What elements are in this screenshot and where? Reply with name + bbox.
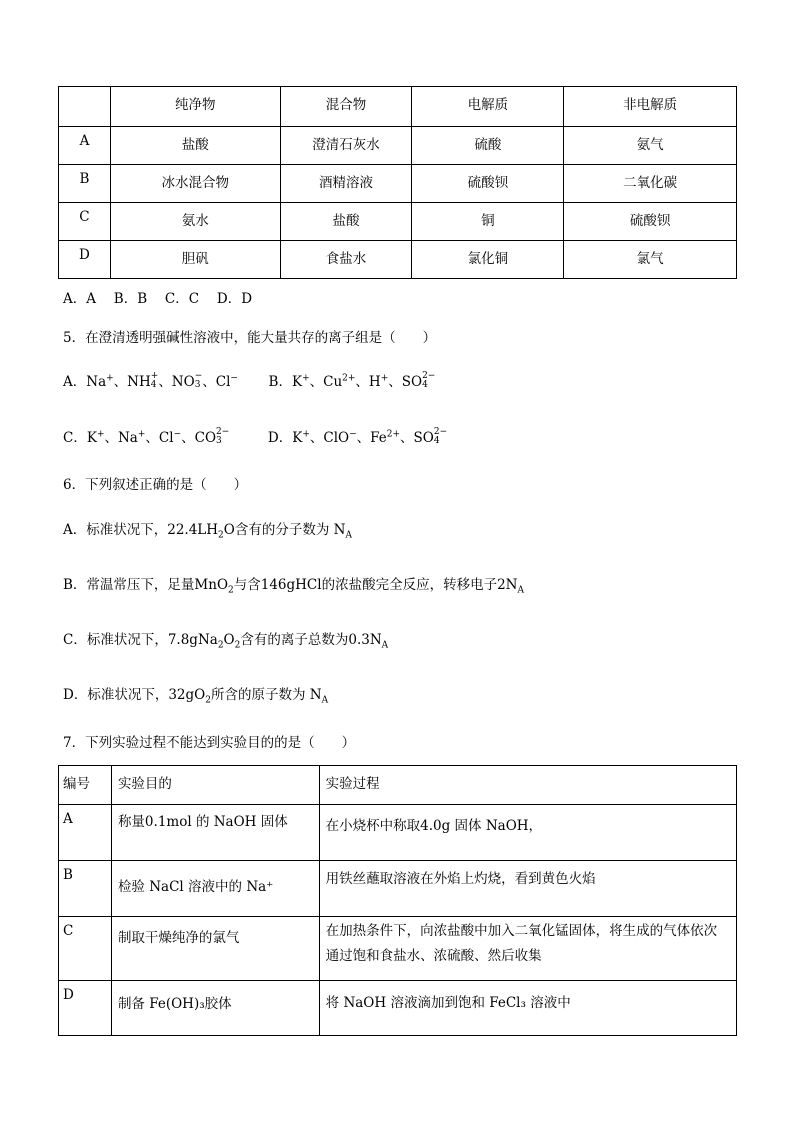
table-header-row	[59, 766, 737, 805]
table-cell: 胆矾	[110, 241, 280, 279]
table-cell: D	[59, 981, 112, 1036]
table-cell: 氨气	[564, 127, 737, 165]
header-cell: 实验目的	[111, 766, 319, 805]
header-cell	[59, 87, 111, 127]
table-cell: A	[59, 805, 112, 861]
experiment-table	[58, 765, 737, 1036]
q5-option-b-label: B．	[268, 374, 292, 390]
q7-stem: 7．下列实验过程不能达到实验目的的是（ ）	[63, 735, 356, 751]
table-cell: A	[59, 127, 111, 165]
table-cell: 氨水	[110, 203, 280, 241]
table-cell: 澄清石灰水	[280, 127, 412, 165]
table-cell: C	[59, 917, 112, 981]
table-header-row	[59, 87, 737, 127]
q6-option-a: A．标准状况下，$22.4LH_2O$含有的分子数为 $N_A$	[63, 522, 352, 541]
table-cell: 硫酸钡	[412, 165, 564, 203]
table-row	[59, 861, 737, 917]
header-cell: 纯净物	[110, 87, 280, 127]
table-row	[59, 981, 737, 1036]
table-cell: 盐酸	[110, 127, 280, 165]
q6-option-d: D．标准状况下，$32gO_2$所含的原子数为 $N_A$	[63, 687, 329, 706]
header-cell: 实验过程	[319, 766, 736, 805]
header-cell: 编号	[59, 766, 112, 805]
header-cell: 混合物	[280, 87, 412, 127]
q6-option-b: B．常温常压下，足量MnO$_2$与含146gHCl的浓盐酸完全反应，转移电子$2N_A$	[63, 577, 524, 596]
table-cell: 将 NaOH 溶液滴加到饱和 FeCl₃ 溶液中	[319, 981, 736, 1036]
q5-stem: 5．在澄清透明强碱性溶液中，能大量共存的离子组是（ ）	[63, 330, 437, 346]
table-row	[59, 203, 737, 241]
table-cell: 酒精溶液	[280, 165, 412, 203]
q5-option-d-label: D．	[267, 430, 293, 446]
table-cell: B	[59, 861, 112, 917]
q5-options-ab: A．Na+、NH + 4 、NO − 3 、Cl− B．K+、$Cu^{2+}$、H+、SO 2− 4	[63, 370, 436, 390]
table-row	[59, 805, 737, 861]
header-cell: 非电解质	[564, 87, 737, 127]
table-cell: 盐酸	[280, 203, 412, 241]
q5-option-a-label: A．	[63, 374, 87, 390]
table-cell: 冰水混合物	[110, 165, 280, 203]
table-cell: 氯化铜	[412, 241, 564, 279]
table-cell: 制取干燥纯净的氯气	[111, 917, 319, 981]
table-cell: B	[59, 165, 111, 203]
table-row	[59, 917, 737, 981]
table-cell: D	[59, 241, 111, 279]
table-cell: 硫酸	[412, 127, 564, 165]
table-cell: 在加热条件下，向浓盐酸中加入二氧化锰固体，将生成的气体依次通过饱和食盐水、浓硫酸、然后收集	[319, 917, 736, 981]
table-cell: 称量0.1mol 的 NaOH 固体	[111, 805, 319, 861]
table-cell: 检验 NaCl 溶液中的 Na⁺	[111, 861, 319, 917]
table-cell: 在小烧杯中称取4.0g 固体 NaOH，	[319, 805, 736, 861]
table-row	[59, 127, 737, 165]
table-row	[59, 165, 737, 203]
q5-options-cd: C．K+、Na+、Cl−、CO 2− 3 D．K+、ClO−、$Fe^{2+}$、SO 2− 4	[63, 426, 448, 446]
q5-option-c-label: C．	[63, 430, 87, 446]
table-cell: 铜	[412, 203, 564, 241]
classification-table	[58, 86, 737, 279]
q4-options: A．A B．B C．C D．D	[63, 291, 253, 307]
table-row	[59, 241, 737, 279]
q6-option-c: C．标准状况下，$7.8gNa_2O_2$含有的离子总数为$0.3N_A$	[63, 632, 389, 651]
table-cell: 硫酸钡	[564, 203, 737, 241]
header-cell: 电解质	[412, 87, 564, 127]
table-cell: 用铁丝蘸取溶液在外焰上灼烧，看到黄色火焰	[319, 861, 736, 917]
table-cell: 氯气	[564, 241, 737, 279]
table-cell: 食盐水	[280, 241, 412, 279]
table-cell: 二氧化碳	[564, 165, 737, 203]
table-cell: 制备 Fe(OH)₃胶体	[111, 981, 319, 1036]
table-cell: C	[59, 203, 111, 241]
q6-stem: 6．下列叙述正确的是（ ）	[63, 477, 248, 493]
